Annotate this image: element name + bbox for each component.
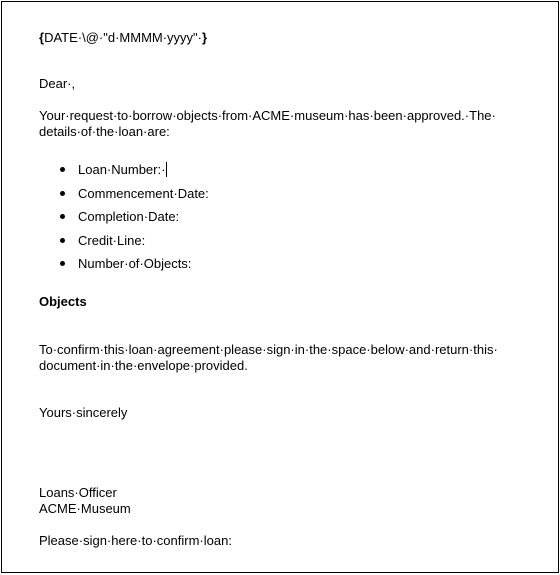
bullet-icon	[60, 261, 65, 266]
signatory-title: Loans·Officer	[39, 485, 117, 500]
confirm-paragraph: To·confirm·this·loan·agreement·please·sign·in·the·space·below·and·return·this· document·in·the·envelope·provided.	[39, 342, 498, 373]
list-item-label: Credit·Line:	[78, 232, 146, 248]
sign-prompt: Please·sign·here·to·confirm·loan:	[39, 533, 232, 548]
bullet-icon	[60, 167, 65, 172]
list-item-credit-line	[59, 233, 209, 257]
bullet-icon	[60, 191, 65, 196]
list-item-label: Loan·Number:·	[78, 162, 166, 177]
field-code-text: DATE·\@·"d·MMMM·yyyy"·	[44, 30, 202, 45]
list-item-number-of-objects	[59, 256, 209, 280]
field-close-brace: }	[202, 30, 208, 45]
list-item-loan-number	[59, 162, 209, 186]
list-item-label: Commencement·Date:	[78, 185, 209, 201]
loan-details-list	[59, 162, 209, 280]
field-open-brace: {	[39, 30, 45, 45]
date-field-code[interactable]	[39, 30, 528, 46]
salutation: Dear·,	[39, 76, 76, 91]
list-item-commencement-date	[59, 186, 209, 210]
signatory-organization: ACME·Museum	[39, 501, 131, 516]
list-item-completion-date	[59, 209, 209, 233]
text-cursor	[166, 162, 167, 177]
list-item-label: Number·of·Objects:	[78, 256, 192, 271]
intro-paragraph: Your·request·to·borrow·objects·from·ACME·museum·has·been·approved.·The· details·of·the·loan·are:	[39, 108, 496, 139]
closing-line: Yours·sincerely	[39, 405, 128, 420]
document-page[interactable]	[1, 1, 559, 573]
objects-heading: Objects	[39, 294, 87, 309]
bullet-icon	[60, 214, 65, 219]
bullet-icon	[60, 238, 65, 243]
list-item-label: Completion·Date:	[78, 209, 180, 224]
